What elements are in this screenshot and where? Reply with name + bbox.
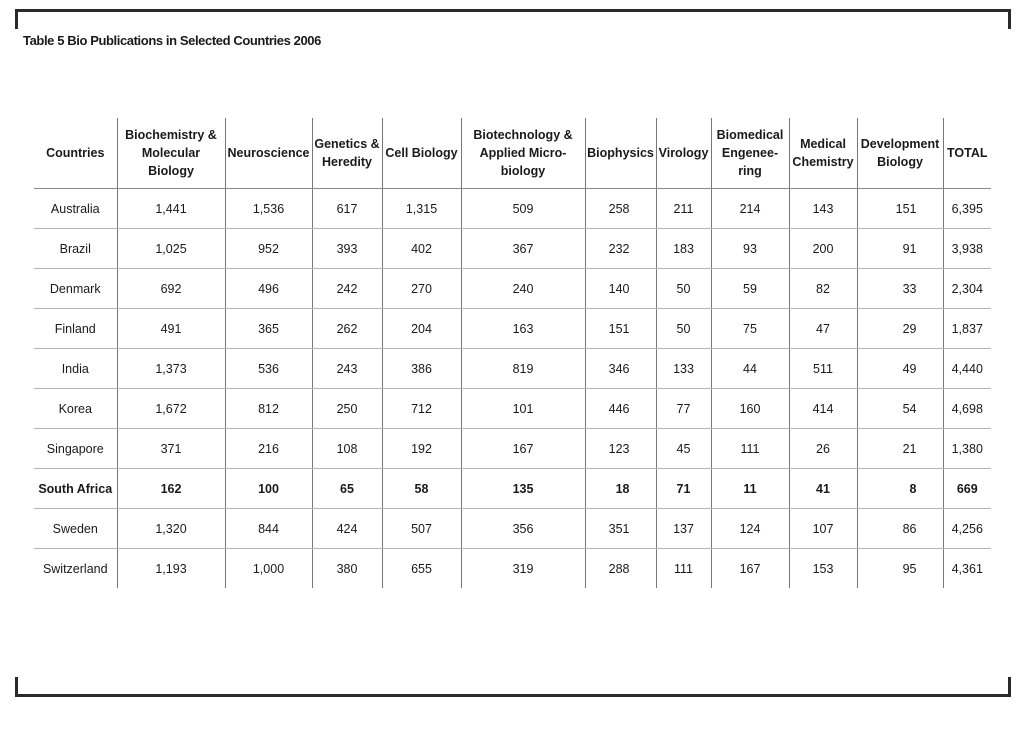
value-cell: 2,304 — [943, 269, 991, 309]
value-cell: 509 — [461, 189, 585, 229]
column-header-line: Biochemistry & — [125, 128, 217, 142]
value-cell: 386 — [382, 349, 461, 389]
value-cell: 507 — [382, 509, 461, 549]
value-cell: 4,698 — [943, 389, 991, 429]
column-header-line: Biology — [148, 164, 194, 178]
column-header — [857, 118, 943, 189]
country-cell: India — [34, 349, 117, 389]
column-header-line: Development — [860, 137, 940, 151]
value-cell: 29 — [857, 309, 943, 349]
value-cell: 4,256 — [943, 509, 991, 549]
table-title: Table 5 Bio Publications in Selected Countries 2006 — [23, 33, 321, 48]
country-cell: Brazil — [34, 229, 117, 269]
country-cell: Korea — [34, 389, 117, 429]
column-header-line: TOTAL — [946, 146, 988, 160]
value-cell: 26 — [789, 429, 857, 469]
value-cell: 214 — [711, 189, 789, 229]
value-cell: 365 — [225, 309, 312, 349]
value-cell: 1,373 — [117, 349, 225, 389]
value-cell: 819 — [461, 349, 585, 389]
column-header-line: Heredity — [321, 155, 373, 169]
value-cell: 536 — [225, 349, 312, 389]
frame-bottom-bracket — [15, 694, 1011, 697]
value-cell: 288 — [585, 549, 656, 589]
value-cell: 95 — [857, 549, 943, 589]
value-cell: 1,441 — [117, 189, 225, 229]
country-cell: Singapore — [34, 429, 117, 469]
value-cell: 107 — [789, 509, 857, 549]
value-cell: 371 — [117, 429, 225, 469]
value-cell: 812 — [225, 389, 312, 429]
value-cell: 18 — [585, 469, 656, 509]
value-cell: 258 — [585, 189, 656, 229]
table-row — [34, 309, 991, 349]
column-header-line: Biophysics — [587, 146, 654, 160]
value-cell: 33 — [857, 269, 943, 309]
country-cell: Denmark — [34, 269, 117, 309]
table-row — [34, 269, 991, 309]
value-cell: 140 — [585, 269, 656, 309]
value-cell: 49 — [857, 349, 943, 389]
value-cell: 151 — [857, 189, 943, 229]
value-cell: 1,193 — [117, 549, 225, 589]
value-cell: 123 — [585, 429, 656, 469]
value-cell: 243 — [312, 349, 382, 389]
column-header-line: Applied Micro- — [479, 146, 567, 160]
column-header — [585, 118, 656, 189]
table-row — [34, 549, 991, 589]
value-cell: 319 — [461, 549, 585, 589]
value-cell: 204 — [382, 309, 461, 349]
value-cell: 163 — [461, 309, 585, 349]
value-cell: 58 — [382, 469, 461, 509]
value-cell: 844 — [225, 509, 312, 549]
value-cell: 11 — [711, 469, 789, 509]
column-header — [656, 118, 711, 189]
value-cell: 496 — [225, 269, 312, 309]
value-cell: 393 — [312, 229, 382, 269]
value-cell: 4,361 — [943, 549, 991, 589]
country-cell: Sweden — [34, 509, 117, 549]
column-header — [943, 118, 991, 189]
column-header — [789, 118, 857, 189]
table-body — [34, 189, 991, 589]
value-cell: 137 — [656, 509, 711, 549]
column-header-line: Molecular — [141, 146, 201, 160]
value-cell: 77 — [656, 389, 711, 429]
table-row — [34, 389, 991, 429]
column-header-line: biology — [500, 164, 546, 178]
column-header — [461, 118, 585, 189]
value-cell: 242 — [312, 269, 382, 309]
value-cell: 143 — [789, 189, 857, 229]
value-cell: 617 — [312, 189, 382, 229]
value-cell: 135 — [461, 469, 585, 509]
frame-top-bracket — [15, 9, 1011, 12]
value-cell: 1,672 — [117, 389, 225, 429]
publications-table — [34, 118, 991, 588]
value-cell: 351 — [585, 509, 656, 549]
country-cell: South Africa — [34, 469, 117, 509]
value-cell: 240 — [461, 269, 585, 309]
value-cell: 346 — [585, 349, 656, 389]
value-cell: 380 — [312, 549, 382, 589]
column-header-line: Biotechnology & — [473, 128, 573, 142]
value-cell: 1,320 — [117, 509, 225, 549]
value-cell: 1,000 — [225, 549, 312, 589]
value-cell: 54 — [857, 389, 943, 429]
column-header-countries — [34, 118, 117, 189]
table-row — [34, 509, 991, 549]
column-header-line: ring — [738, 164, 762, 178]
column-header — [225, 118, 312, 189]
value-cell: 75 — [711, 309, 789, 349]
value-cell: 655 — [382, 549, 461, 589]
column-header — [312, 118, 382, 189]
column-header-line: Cell Biology — [385, 146, 458, 160]
value-cell: 93 — [711, 229, 789, 269]
value-cell: 4,440 — [943, 349, 991, 389]
value-cell: 262 — [312, 309, 382, 349]
value-cell: 491 — [117, 309, 225, 349]
value-cell: 367 — [461, 229, 585, 269]
value-cell: 86 — [857, 509, 943, 549]
table-row — [34, 189, 991, 229]
value-cell: 151 — [585, 309, 656, 349]
column-header-line: Biomedical — [716, 128, 784, 142]
column-header — [711, 118, 789, 189]
value-cell: 424 — [312, 509, 382, 549]
value-cell: 108 — [312, 429, 382, 469]
value-cell: 511 — [789, 349, 857, 389]
value-cell: 414 — [789, 389, 857, 429]
value-cell: 65 — [312, 469, 382, 509]
value-cell: 91 — [857, 229, 943, 269]
table-row — [34, 429, 991, 469]
header-row — [34, 118, 991, 189]
value-cell: 167 — [711, 549, 789, 589]
table-row — [34, 349, 991, 389]
value-cell: 952 — [225, 229, 312, 269]
value-cell: 21 — [857, 429, 943, 469]
value-cell: 402 — [382, 229, 461, 269]
value-cell: 44 — [711, 349, 789, 389]
value-cell: 47 — [789, 309, 857, 349]
value-cell: 160 — [711, 389, 789, 429]
value-cell: 6,395 — [943, 189, 991, 229]
value-cell: 82 — [789, 269, 857, 309]
value-cell: 1,536 — [225, 189, 312, 229]
table-row — [34, 469, 991, 509]
value-cell: 111 — [656, 549, 711, 589]
value-cell: 1,025 — [117, 229, 225, 269]
country-cell: Finland — [34, 309, 117, 349]
value-cell: 45 — [656, 429, 711, 469]
column-header-line: Neuroscience — [227, 146, 310, 160]
value-cell: 1,837 — [943, 309, 991, 349]
value-cell: 3,938 — [943, 229, 991, 269]
value-cell: 232 — [585, 229, 656, 269]
value-cell: 211 — [656, 189, 711, 229]
value-cell: 1,380 — [943, 429, 991, 469]
column-header-line: Virology — [658, 146, 709, 160]
value-cell: 59 — [711, 269, 789, 309]
value-cell: 111 — [711, 429, 789, 469]
value-cell: 192 — [382, 429, 461, 469]
value-cell: 153 — [789, 549, 857, 589]
column-header — [117, 118, 225, 189]
value-cell: 50 — [656, 309, 711, 349]
column-header-line: Countries — [46, 146, 105, 160]
value-cell: 50 — [656, 269, 711, 309]
column-header-line: Genetics & — [314, 137, 380, 151]
value-cell: 100 — [225, 469, 312, 509]
column-header-line: Chemistry — [792, 155, 854, 169]
value-cell: 712 — [382, 389, 461, 429]
value-cell: 8 — [857, 469, 943, 509]
table-row — [34, 229, 991, 269]
value-cell: 162 — [117, 469, 225, 509]
value-cell: 216 — [225, 429, 312, 469]
value-cell: 71 — [656, 469, 711, 509]
country-cell: Switzerland — [42, 561, 108, 576]
column-header-line: Engenee- — [721, 146, 779, 160]
value-cell: 41 — [789, 469, 857, 509]
value-cell: 250 — [312, 389, 382, 429]
value-cell: 133 — [656, 349, 711, 389]
value-cell: 270 — [382, 269, 461, 309]
value-cell: 101 — [461, 389, 585, 429]
country-cell: Australia — [34, 189, 117, 229]
value-cell: 356 — [461, 509, 585, 549]
value-cell: 669 — [943, 469, 991, 509]
value-cell: 200 — [789, 229, 857, 269]
column-header — [382, 118, 461, 189]
value-cell: 183 — [656, 229, 711, 269]
value-cell: 692 — [117, 269, 225, 309]
value-cell: 446 — [585, 389, 656, 429]
value-cell: 167 — [461, 429, 585, 469]
value-cell: 1,315 — [382, 189, 461, 229]
column-header-line: Medical — [800, 137, 846, 151]
value-cell: 124 — [711, 509, 789, 549]
column-header-line: Biology — [877, 155, 923, 169]
